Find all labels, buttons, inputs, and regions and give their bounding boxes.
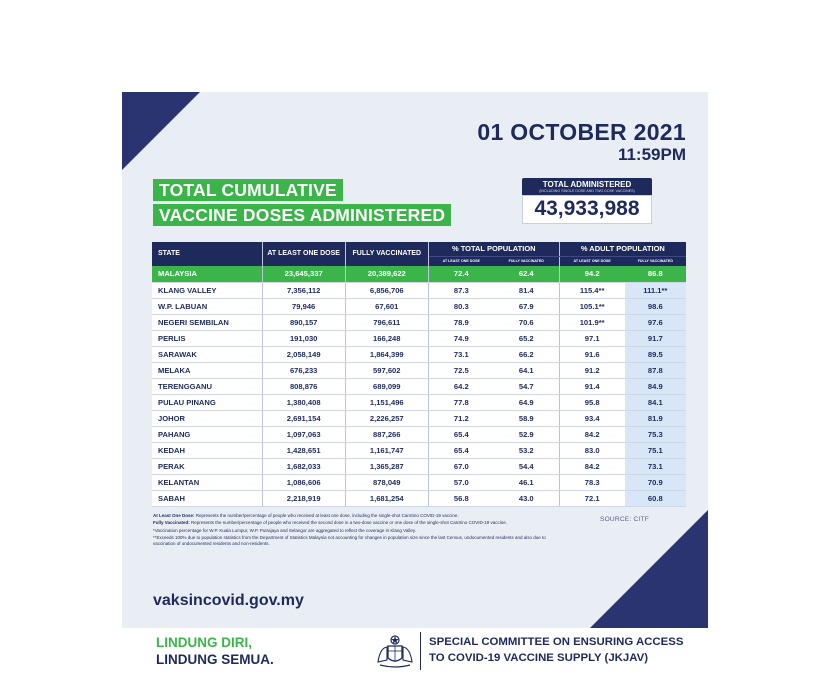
cell-state: JOHOR — [152, 410, 262, 426]
cell-adult-pct-one: 84.2 — [559, 458, 624, 474]
table-row — [152, 330, 686, 346]
footnote-klang-valley: *Vaccination percentage for W.P. Kuala Lumpur, W.P. Putrajaya and Selangor are aggregated to reflect the coverage in Klang Valley. — [153, 527, 416, 533]
cell-total-pct-fully: 66.2 — [494, 346, 559, 362]
infographic-panel — [122, 92, 708, 628]
cell-total-pct-one: 72.4 — [428, 266, 493, 282]
table-row — [152, 490, 686, 506]
cell-total-pct-fully: 70.6 — [494, 314, 559, 330]
cell-adult-pct-one: 101.9** — [559, 314, 624, 330]
cell-total-pct-one: 78.9 — [428, 314, 493, 330]
cell-fully-vaccinated: 6,856,706 — [345, 282, 428, 298]
cell-total-pct-fully: 58.9 — [494, 410, 559, 426]
table-body — [152, 266, 686, 506]
total-administered-label: TOTAL ADMINISTERED — [522, 178, 652, 189]
cell-total-pct-fully: 43.0 — [494, 490, 559, 506]
cell-total-pct-fully: 62.4 — [494, 266, 559, 282]
table-row — [152, 314, 686, 330]
cell-adult-pct-one: 91.4 — [559, 378, 624, 394]
cell-adult-pct-one: 83.0 — [559, 442, 624, 458]
total-administered-value: 43,933,988 — [522, 195, 652, 224]
divider — [420, 632, 421, 670]
slogan — [156, 634, 274, 668]
slogan-line-2: LINDUNG SEMUA. — [156, 652, 274, 667]
vaccination-table — [152, 242, 686, 507]
cell-adult-pct-one: 115.4** — [559, 282, 624, 298]
title-line-2: VACCINE DOSES ADMINISTERED — [153, 204, 451, 226]
cell-fully-vaccinated: 887,266 — [345, 426, 428, 442]
cell-fully-vaccinated: 1,365,287 — [345, 458, 428, 474]
cell-state: MELAKA — [152, 362, 262, 378]
cell-fully-vaccinated: 67,601 — [345, 298, 428, 314]
cell-fully-vaccinated: 597,602 — [345, 362, 428, 378]
cell-total-pct-fully: 54.7 — [494, 378, 559, 394]
table-row — [152, 474, 686, 490]
cell-fully-vaccinated: 20,389,622 — [345, 266, 428, 282]
slogan-line-1: LINDUNG DIRI, — [156, 635, 252, 650]
cell-adult-pct-one: 93.4 — [559, 410, 624, 426]
source-label: SOURCE: CITF — [600, 516, 649, 523]
cell-adult-pct-fully: 91.7 — [625, 330, 686, 346]
cell-fully-vaccinated: 796,611 — [345, 314, 428, 330]
cell-total-pct-one: 56.8 — [428, 490, 493, 506]
cell-adult-pct-fully: 97.6 — [625, 314, 686, 330]
cell-adult-pct-one: 91.6 — [559, 346, 624, 362]
cell-fully-vaccinated: 1,161,747 — [345, 442, 428, 458]
cell-state: PULAU PINANG — [152, 394, 262, 410]
cell-state: KLANG VALLEY — [152, 282, 262, 298]
cell-total-pct-fully: 54.4 — [494, 458, 559, 474]
total-administered-sublabel: (INCLUDING SINGLE DOSE AND TWO DOSE VACCINES) — [522, 189, 652, 195]
table-row — [152, 426, 686, 442]
cell-adult-pct-fully: 75.1 — [625, 442, 686, 458]
cell-total-pct-one: 57.0 — [428, 474, 493, 490]
cell-state: KEDAH — [152, 442, 262, 458]
table-row — [152, 410, 686, 426]
cell-total-pct-fully: 52.9 — [494, 426, 559, 442]
subheader-adult-fully: FULLY VACCINATED — [625, 256, 686, 266]
table-row-national — [152, 266, 686, 282]
header-fully-vaccinated: FULLY VACCINATED — [345, 242, 428, 266]
cell-fully-vaccinated: 1,864,399 — [345, 346, 428, 362]
cell-total-pct-one: 72.5 — [428, 362, 493, 378]
cell-adult-pct-fully: 73.1 — [625, 458, 686, 474]
cell-adult-pct-fully: 81.9 — [625, 410, 686, 426]
footnote-exceeds: **Exceeds 100% due to population statistics from the Department of Statistics Malaysia not accounting for changes in population size since the last Census, undocumented residents and also due to vaccination of undocumented residents and non-residents. — [153, 535, 546, 546]
cell-adult-pct-fully: 84.1 — [625, 394, 686, 410]
cell-state: SARAWAK — [152, 346, 262, 362]
cell-total-pct-fully: 64.9 — [494, 394, 559, 410]
cell-at-least-one-dose: 23,645,337 — [262, 266, 345, 282]
corner-triangle-bottom-right — [590, 510, 708, 628]
cell-at-least-one-dose: 79,946 — [262, 298, 345, 314]
committee-line-1: SPECIAL COMMITTEE ON ENSURING ACCESS — [429, 636, 684, 648]
cell-at-least-one-dose: 2,691,154 — [262, 410, 345, 426]
cell-total-pct-fully: 46.1 — [494, 474, 559, 490]
table-row — [152, 378, 686, 394]
cell-total-pct-one: 73.1 — [428, 346, 493, 362]
cell-total-pct-fully: 53.2 — [494, 442, 559, 458]
committee-line-2: TO COVID-19 VACCINE SUPPLY (JKJAV) — [429, 652, 649, 664]
cell-adult-pct-one: 91.2 — [559, 362, 624, 378]
cell-adult-pct-one: 97.1 — [559, 330, 624, 346]
cell-adult-pct-one: 84.2 — [559, 426, 624, 442]
header-pct-total-population: % TOTAL POPULATION — [428, 242, 559, 256]
cell-state: TERENGGANU — [152, 378, 262, 394]
cell-state: PERAK — [152, 458, 262, 474]
cell-at-least-one-dose: 191,030 — [262, 330, 345, 346]
footnote-one-dose-label: At Least One Dose: — [153, 513, 195, 518]
committee-name — [429, 634, 683, 666]
cell-fully-vaccinated: 689,099 — [345, 378, 428, 394]
cell-adult-pct-one: 72.1 — [559, 490, 624, 506]
report-time: 11:59PM — [617, 145, 686, 164]
footnotes — [153, 513, 553, 548]
cell-state: NEGERI SEMBILAN — [152, 314, 262, 330]
cell-adult-pct-one: 78.3 — [559, 474, 624, 490]
cell-fully-vaccinated: 2,226,257 — [345, 410, 428, 426]
table-row — [152, 282, 686, 298]
cell-at-least-one-dose: 890,157 — [262, 314, 345, 330]
cell-fully-vaccinated: 878,049 — [345, 474, 428, 490]
cell-total-pct-one: 80.3 — [428, 298, 493, 314]
cell-total-pct-one: 65.4 — [428, 426, 493, 442]
cell-adult-pct-fully: 89.5 — [625, 346, 686, 362]
table-row — [152, 394, 686, 410]
cell-total-pct-one: 74.9 — [428, 330, 493, 346]
cell-total-pct-one: 87.3 — [428, 282, 493, 298]
cell-at-least-one-dose: 676,233 — [262, 362, 345, 378]
cell-total-pct-one: 67.0 — [428, 458, 493, 474]
cell-at-least-one-dose: 1,428,651 — [262, 442, 345, 458]
cell-adult-pct-one: 105.1** — [559, 298, 624, 314]
cell-total-pct-fully: 65.2 — [494, 330, 559, 346]
cell-fully-vaccinated: 1,151,496 — [345, 394, 428, 410]
subheader-total-one: AT LEAST ONE DOSE — [428, 256, 493, 266]
page-title — [153, 179, 451, 229]
corner-triangle-top-left — [122, 92, 200, 170]
cell-at-least-one-dose: 1,380,408 — [262, 394, 345, 410]
cell-at-least-one-dose: 2,218,919 — [262, 490, 345, 506]
cell-at-least-one-dose: 1,097,063 — [262, 426, 345, 442]
footnote-fully — [153, 520, 553, 525]
report-date: 01 OCTOBER 2021 — [477, 119, 686, 145]
cell-total-pct-one: 64.2 — [428, 378, 493, 394]
footnote-one-dose-text: Represents the number/percentage of people who received at least one dose, including the single-shot CanSino COVID-19 vaccine. — [195, 513, 459, 518]
cell-adult-pct-one: 94.2 — [559, 266, 624, 282]
table-row — [152, 298, 686, 314]
footnote-one-dose — [153, 513, 553, 518]
cell-at-least-one-dose: 2,058,149 — [262, 346, 345, 362]
cell-at-least-one-dose: 1,086,606 — [262, 474, 345, 490]
cell-fully-vaccinated: 166,248 — [345, 330, 428, 346]
cell-adult-pct-fully: 60.8 — [625, 490, 686, 506]
cell-adult-pct-fully: 111.1** — [625, 282, 686, 298]
cell-state: KELANTAN — [152, 474, 262, 490]
cell-state: SABAH — [152, 490, 262, 506]
cell-total-pct-fully: 64.1 — [494, 362, 559, 378]
table-row — [152, 442, 686, 458]
subheader-adult-one: AT LEAST ONE DOSE — [559, 256, 624, 266]
cell-adult-pct-one: 95.8 — [559, 394, 624, 410]
cell-total-pct-one: 71.2 — [428, 410, 493, 426]
cell-state: W.P. LABUAN — [152, 298, 262, 314]
cell-at-least-one-dose: 1,682,033 — [262, 458, 345, 474]
coat-of-arms-icon — [374, 634, 416, 668]
subheader-total-fully: FULLY VACCINATED — [494, 256, 559, 266]
header-pct-adult-population: % ADULT POPULATION — [559, 242, 686, 256]
report-datetime — [477, 119, 686, 165]
website-link[interactable]: vaksincovid.gov.my — [153, 592, 304, 609]
cell-adult-pct-fully: 87.8 — [625, 362, 686, 378]
title-line-1: TOTAL CUMULATIVE — [153, 179, 343, 201]
cell-adult-pct-fully: 75.3 — [625, 426, 686, 442]
cell-fully-vaccinated: 1,681,254 — [345, 490, 428, 506]
cell-total-pct-one: 77.8 — [428, 394, 493, 410]
cell-at-least-one-dose: 808,876 — [262, 378, 345, 394]
cell-adult-pct-fully: 98.6 — [625, 298, 686, 314]
cell-total-pct-fully: 81.4 — [494, 282, 559, 298]
header-state: STATE — [152, 242, 262, 266]
cell-total-pct-fully: 67.9 — [494, 298, 559, 314]
cell-adult-pct-fully: 86.8 — [625, 266, 686, 282]
table-row — [152, 458, 686, 474]
footnote-fully-label: Fully Vaccinated: — [153, 520, 190, 526]
footnote-fully-text: Represents the number/percentage of people who received the second dose in a two-dose vaccine or one dose of the single-shot CanSino COVID-19 vaccine. — [191, 520, 507, 526]
cell-at-least-one-dose: 7,356,112 — [262, 282, 345, 298]
cell-adult-pct-fully: 84.9 — [625, 378, 686, 394]
header-at-least-one-dose: AT LEAST ONE DOSE — [262, 242, 345, 266]
cell-state: MALAYSIA — [152, 266, 262, 282]
cell-state: PERLIS — [152, 330, 262, 346]
table-row — [152, 346, 686, 362]
cell-adult-pct-fully: 70.9 — [625, 474, 686, 490]
cell-state: PAHANG — [152, 426, 262, 442]
total-administered-box — [522, 178, 652, 224]
cell-total-pct-one: 65.4 — [428, 442, 493, 458]
table-row — [152, 362, 686, 378]
